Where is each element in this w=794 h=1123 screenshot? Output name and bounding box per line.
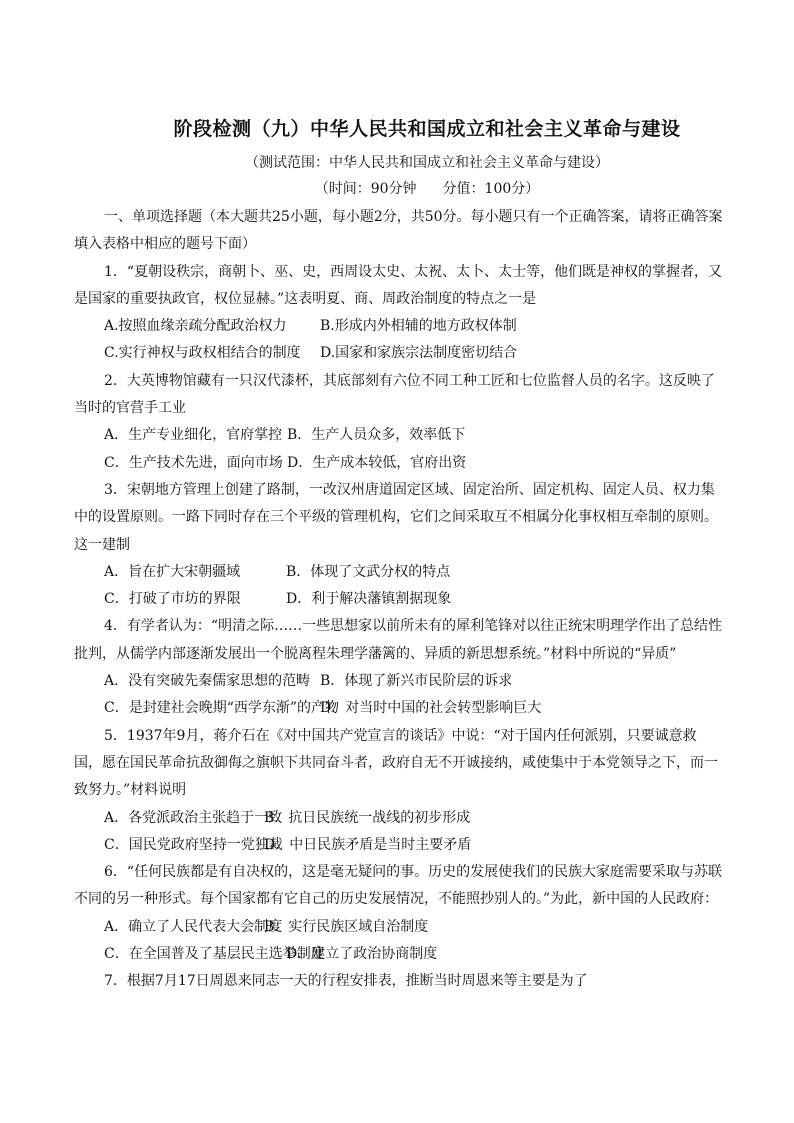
question-stem: 3．宋朝地方管理上创建了路制，一改汉州唐道固定区域、固定治所、固定机构、固定人员、权力集中的设置原则。一路下同时存在三个平级的管理机构，它们之间采取互不相属分化事权相互牵制的原则。这一建制 [74, 481, 718, 553]
exam-time: （时间：90分钟 [314, 181, 417, 197]
option-c: C．国民党政府坚持一党独裁 [104, 836, 283, 853]
question-stem: 4．有学者认为：“明清之际……一些思想家以前所未有的犀利笔锋对以往正统宋明理学作出了总结性批判，从儒学内部逐渐发展出一个脱离程朱理学藩篱的、异质的新思想系统。”材料中所说的“异质” [74, 618, 723, 662]
option-a: A．生产专业细化，官府掌控 [104, 427, 283, 444]
option-d: D．中日民族矛盾是当时主要矛盾 [264, 836, 472, 853]
question-stem: 6．“任何民族都是有自决权的，这是毫无疑问的事。历史的发展使我们的民族大家庭需要采取与苏联不同的另一种形式。每个国家都有它自己的历史发展情况，不能照抄别人的。”为此，新中国的人民政府： [74, 864, 723, 908]
option-d: D．生产成本较低，官府出资 [287, 454, 467, 471]
option-row [74, 695, 724, 722]
option-row [74, 586, 724, 613]
option-row [74, 805, 724, 832]
option-d: D．利于解决藩镇割据现象 [286, 591, 452, 608]
option-b: B．实行民族区域自治制度 [264, 918, 429, 935]
option-b: B.形成内外相辅的地方政权体制 [320, 318, 517, 335]
option-row [74, 422, 724, 449]
option-row [74, 914, 724, 941]
option-a: A．旨在扩大宋朝疆域 [104, 563, 241, 580]
question-stem: 1．“夏朝设秩宗，商朝卜、巫、史，西周设太史、太祝、太卜、太士等，他们既是神权的掌握者，又是国家的重要执政官，权位显赫。”这表明夏、商、周政治制度的特点之一是 [74, 263, 723, 307]
option-c: C.实行神权与政权相结合的制度 [104, 345, 301, 362]
option-b: B．抗日民族统一战线的初步形成 [264, 809, 471, 826]
option-row [74, 559, 724, 586]
section-heading: 一、单项选择题（本大题共25小题，每小题2分，共50分。每小题只有一个正确答案，请将正确答案填入表格中相应的题号下面） [74, 209, 723, 253]
option-row [74, 832, 724, 859]
page-title: 阶段检测（九）中华人民共和国成立和社会主义革命与建设 [173, 118, 681, 140]
question-stem: 2．大英博物馆藏有一只汉代漆杯，其底部刻有六位不同工种工匠和七位监督人员的名字。这反映了当时的官营手工业 [74, 372, 715, 417]
option-row [74, 313, 724, 340]
option-row [74, 941, 724, 968]
question-stem: 5．1937年9月，蒋介石在《对中国共产党宣言的谈话》中说：“对于国内任何派别，只要诚意救国，愿在国民革命抗敌御侮之旗帜下共同奋斗者，政府自无不开诚接纳，咸使集中于本党领导之下，而一致努力。”材料说明 [74, 727, 718, 799]
option-row [74, 450, 724, 477]
option-b: B．体现了新兴市民阶层的诉求 [320, 673, 513, 690]
option-c: C．是封建社会晚期“西学东渐”的产物 [104, 700, 340, 717]
exam-score: 分值：100分） [442, 181, 540, 197]
option-a: A．各党派政治主张趋于一致 [104, 809, 283, 826]
option-d: D.国家和家族宗法制度密切结合 [320, 345, 518, 362]
option-d: D．对当时中国的社会转型影响巨大 [320, 700, 542, 717]
option-c: C．生产技术先进，面向市场 [104, 454, 283, 471]
option-b: B．生产人员众多，效率低下 [287, 427, 466, 444]
option-b: B．体现了文武分权的特点 [286, 563, 451, 580]
exam-meta [60, 178, 794, 198]
option-c: C．在全国普及了基层民主选举制度 [104, 946, 325, 963]
option-a: A.按照血缘亲疏分配政治权力 [104, 318, 287, 335]
exam-content [74, 204, 724, 996]
option-row [74, 668, 724, 695]
option-a: A．确立了人民代表大会制度 [104, 918, 283, 935]
option-c: C．打破了市坊的界限 [104, 591, 241, 608]
option-a: A．没有突破先秦儒家思想的范畴 [104, 673, 311, 690]
test-scope: （测试范围：中华人民共和国成立和社会主义革命与建设） [245, 155, 609, 171]
question-stem: 7．根据7月17日周恩来同志一天的行程安排表，推断当时周恩来等主要是为了 [104, 973, 588, 990]
option-d: D．建立了政治协商制度 [286, 946, 438, 963]
option-row [74, 340, 724, 367]
